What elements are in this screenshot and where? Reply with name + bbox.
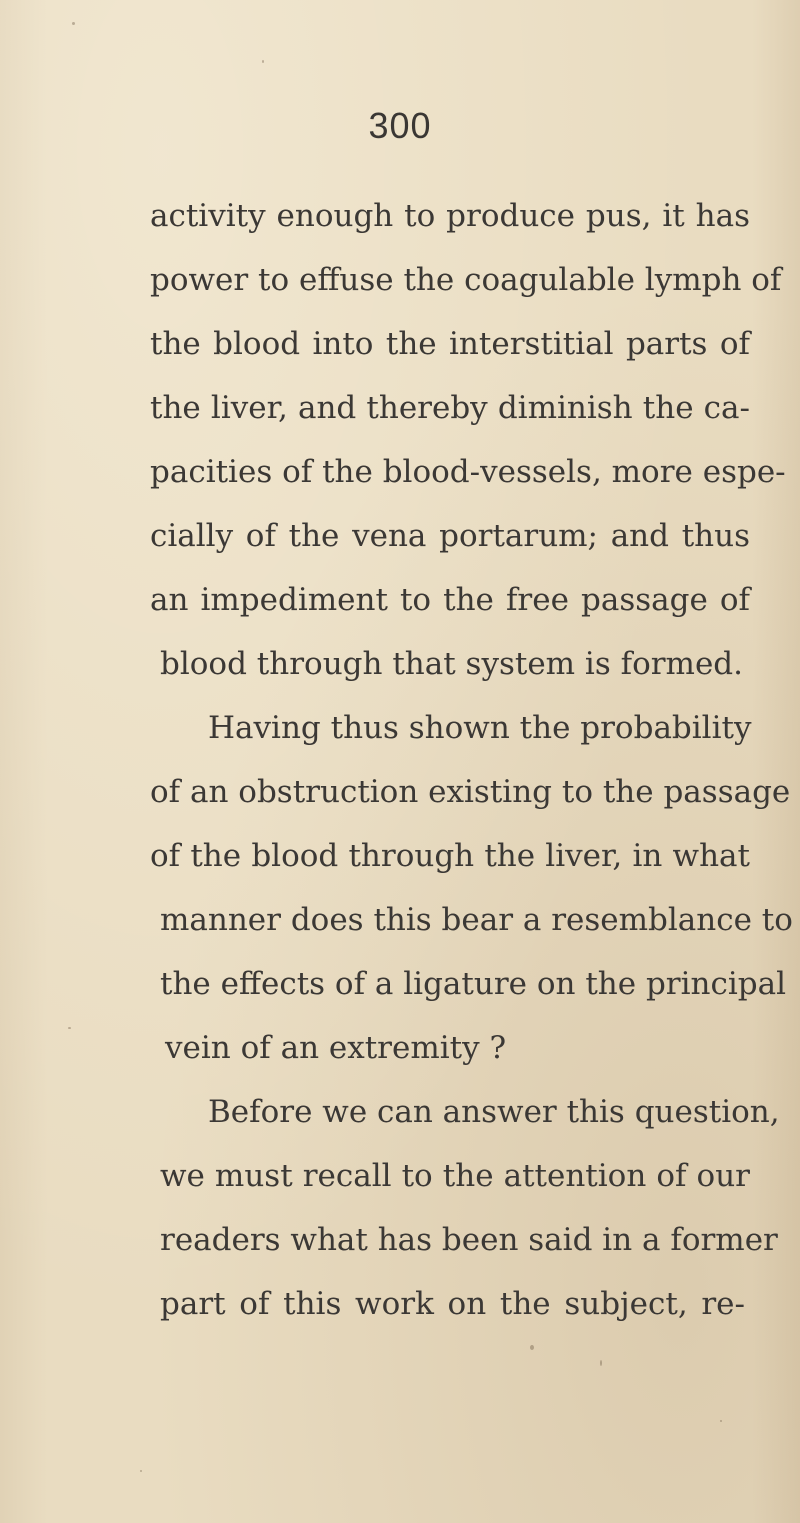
text-line: the effects of a ligature on the principal [160,966,787,1002]
text-line: of an obstruction existing to the passage [150,774,791,810]
paper-speck [530,1345,534,1350]
paper-speck [600,1360,602,1366]
text-line: power to effuse the coagulable lymph of [150,262,782,298]
text-line: blood through that system is formed. [160,646,743,682]
text-line: part of this work on the subject, re- [160,1286,745,1322]
text-line: an impediment to the free passage of [150,582,750,618]
paper-speck [72,22,75,25]
text-line: readers what has been said in a former [160,1222,778,1258]
paper-speck [140,1470,142,1472]
text-line: the liver, and thereby diminish the ca- [150,390,750,426]
paragraph-start-line: Before we can answer this question, [208,1094,780,1130]
paragraph-start-line: Having thus shown the probability [208,710,752,746]
text-line: of the blood through the liver, in what [150,838,750,874]
text-line: manner does this bear a resemblance to [160,902,793,938]
text-line: pacities of the blood-vessels, more espe- [150,454,786,490]
text-line: the blood into the interstitial parts of [150,326,750,362]
text-line: activity enough to produce pus, it has [150,198,750,234]
text-line: vein of an extremity ? [165,1030,507,1066]
paper-speck [68,1027,71,1029]
paper-speck [262,60,264,63]
page-number: 300 [368,105,432,146]
paper-speck [720,1420,722,1422]
text-line: cially of the vena portarum; and thus [150,518,750,554]
text-line: we must recall to the attention of our [160,1158,750,1194]
